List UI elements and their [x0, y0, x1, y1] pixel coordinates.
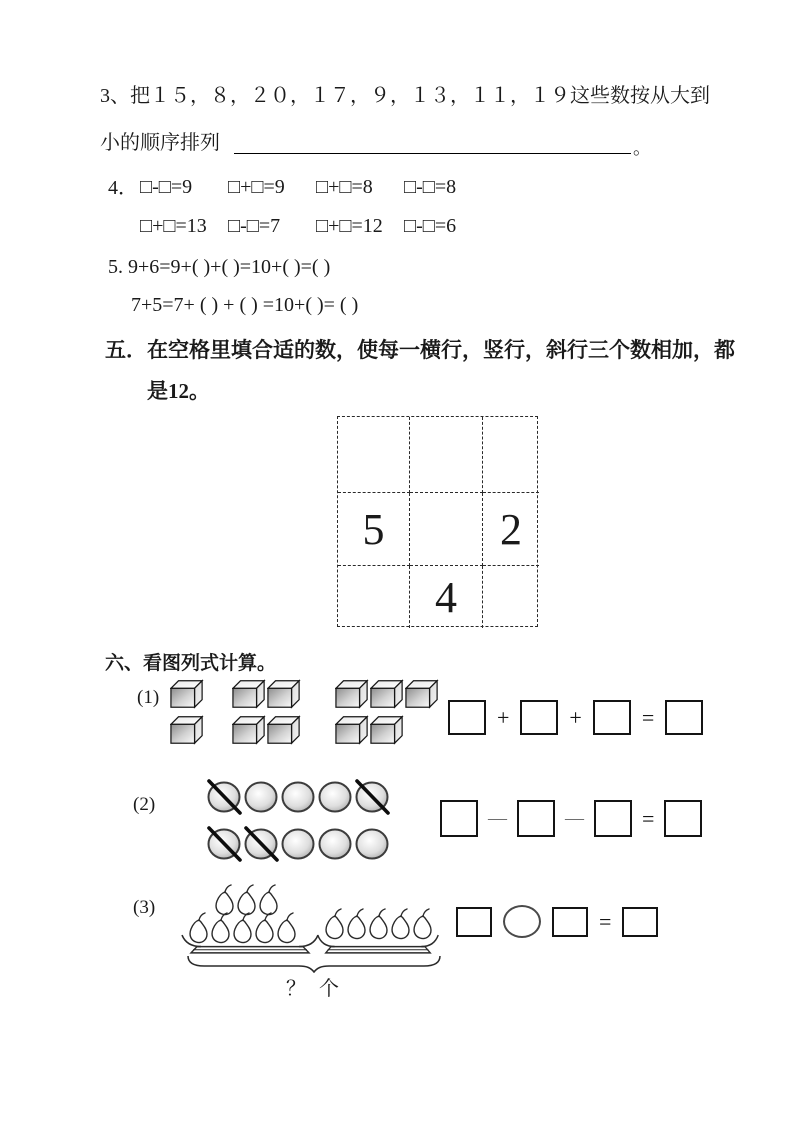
ball-row — [206, 779, 406, 826]
grid-cell — [338, 566, 410, 628]
cube-row — [170, 715, 205, 751]
grid-cell — [338, 417, 410, 493]
equation-box — [664, 800, 702, 837]
crossed-ball-icon — [354, 779, 390, 815]
question-4-row-2 — [140, 215, 492, 238]
item-3-label: (3) — [133, 897, 156, 918]
cube-icon — [267, 679, 301, 709]
question-mark-label: ？个 — [286, 978, 352, 1000]
crossed-ball-icon — [206, 779, 242, 815]
equation-box — [520, 700, 558, 735]
operator-plus: + — [569, 704, 582, 730]
question-5-line-2: 7+5=7+ ( ) + ( ) =10+( )= ( ) — [131, 294, 359, 316]
operator-equals: = — [599, 908, 612, 934]
cube-group — [170, 679, 205, 751]
cube-icon — [335, 679, 369, 709]
plate-right-icon — [316, 934, 440, 955]
ball-icon — [243, 779, 279, 815]
magic-square-grid — [337, 416, 538, 627]
cube-icon — [232, 679, 266, 709]
operator-minus: — — [488, 807, 507, 829]
item-2-label: (2) — [133, 794, 156, 815]
cube-icon — [335, 715, 369, 745]
ball-icon — [280, 779, 316, 815]
balls-illustration — [206, 779, 406, 874]
section-6-heading: 六、看图列式计算。 — [105, 652, 277, 674]
item-2-equation — [440, 800, 702, 837]
item-1-label: (1) — [137, 687, 160, 708]
box-equation: □-□=7 — [228, 215, 281, 237]
question-3-text: 把１５，８，２０，１７，９，１３，１１，１９这些数按从大到 — [130, 85, 710, 107]
grid-cell — [410, 417, 483, 493]
question-4-number: 4． — [108, 177, 138, 199]
cube-icon — [370, 715, 404, 745]
equation-box — [665, 700, 703, 735]
question-5-line-1: 5. 9+6=9+( )+( )=10+( )=( ) — [108, 256, 331, 278]
period-mark: 。 — [633, 138, 651, 158]
operator-circle — [503, 905, 541, 938]
cube-icon — [370, 679, 404, 709]
grid-cell — [483, 417, 539, 493]
equation-box — [594, 800, 632, 837]
box-equation: □-□=9 — [140, 176, 193, 198]
equation-box — [593, 700, 631, 735]
cube-row — [170, 679, 205, 715]
section-5-heading-line-1: 五．在空格里填合适的数，使每一横行，竖行，斜行三个数相加，都 — [105, 338, 735, 362]
equation-box — [440, 800, 478, 837]
cube-group — [335, 679, 440, 751]
equation-box — [552, 907, 588, 937]
grid-cell: 2 — [483, 493, 539, 566]
equation-box — [456, 907, 492, 937]
crossed-ball-icon — [243, 826, 279, 862]
question-4-row-1 — [140, 176, 492, 199]
pear-row — [212, 884, 326, 912]
cubes-illustration — [170, 679, 440, 749]
cube-group — [232, 679, 302, 751]
ball-icon — [354, 826, 390, 862]
cube-row — [232, 679, 302, 715]
plate-left-icon — [180, 934, 320, 955]
grid-cell — [410, 493, 483, 566]
operator-minus: — — [565, 807, 584, 829]
brace-icon — [186, 955, 442, 973]
cube-icon — [232, 715, 266, 745]
question-3-line-2: 小的顺序排列 — [100, 132, 220, 154]
section-5-heading-line-2: 是12。 — [147, 379, 210, 403]
equation-box — [517, 800, 555, 837]
item-1-equation — [448, 700, 703, 735]
question-3-line-1 — [100, 84, 710, 108]
grid-cell — [483, 566, 539, 628]
equation-box — [448, 700, 486, 735]
cube-icon — [405, 679, 439, 709]
ball-icon — [280, 826, 316, 862]
question-3-number: 3、 — [100, 85, 130, 107]
grid-cell: 4 — [410, 566, 483, 628]
box-equation: □-□=6 — [404, 215, 457, 237]
crossed-ball-icon — [206, 826, 242, 862]
cube-row — [335, 679, 440, 715]
box-equation: □+□=9 — [228, 176, 285, 198]
box-equation: □-□=8 — [404, 176, 457, 198]
operator-equals: = — [641, 704, 655, 730]
item-3-equation — [456, 905, 658, 938]
cube-icon — [267, 715, 301, 745]
operator-equals: = — [642, 805, 655, 831]
box-equation: □+□=12 — [316, 215, 383, 237]
cube-icon — [170, 715, 204, 745]
ball-icon — [317, 779, 353, 815]
answer-blank-line — [234, 132, 631, 154]
pear-row — [322, 908, 442, 936]
cube-row — [232, 715, 302, 751]
box-equation: □+□=8 — [316, 176, 373, 198]
grid-cell: 5 — [338, 493, 410, 566]
equation-box — [622, 907, 658, 937]
cube-row — [335, 715, 440, 751]
box-equation: □+□=13 — [140, 215, 207, 237]
cube-icon — [170, 679, 204, 709]
operator-plus: + — [497, 704, 510, 730]
ball-row — [206, 826, 406, 873]
ball-icon — [317, 826, 353, 862]
